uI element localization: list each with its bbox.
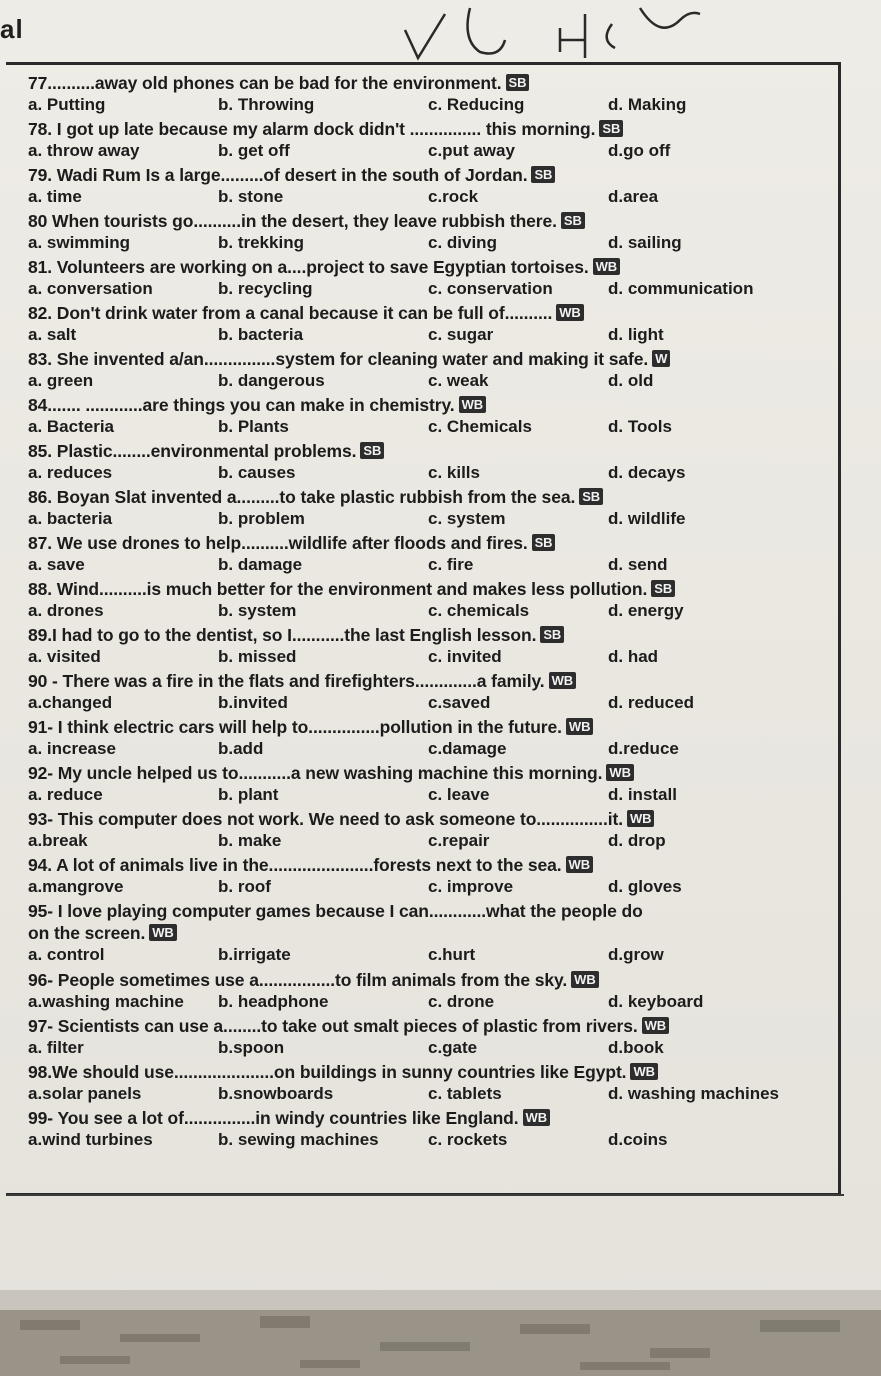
- question-text-continued: on the screen.: [28, 923, 146, 943]
- answer-option: d. communication: [608, 279, 754, 298]
- answer-options: [28, 830, 828, 852]
- answer-option: d. wildlife: [608, 509, 686, 528]
- answer-option: d. light: [608, 325, 664, 344]
- answer-option: d. Making: [608, 95, 687, 114]
- question-item: [28, 532, 828, 578]
- source-badge: WB: [642, 1017, 669, 1034]
- question-stem-continued: [28, 922, 828, 944]
- source-badge: SB: [599, 120, 623, 137]
- answer-option: c.hurt: [428, 945, 476, 964]
- answer-option: b. plant: [218, 785, 279, 804]
- answer-option: c.gate: [428, 1038, 478, 1057]
- answer-option: a. bacteria: [28, 509, 113, 528]
- source-badge: SB: [579, 488, 603, 505]
- answer-option: a. Putting: [28, 95, 106, 114]
- question-stem: [28, 486, 828, 508]
- answer-options: [28, 1037, 828, 1059]
- answer-option: c. diving: [428, 233, 497, 252]
- answer-option: b. damage: [218, 555, 303, 574]
- answer-options: [28, 784, 828, 806]
- question-item: [28, 348, 828, 394]
- answer-option: d.grow: [608, 945, 664, 964]
- answer-option: c. conservation: [428, 279, 553, 298]
- answer-options: [28, 278, 828, 300]
- question-stem: [28, 302, 828, 324]
- answer-option: c. Chemicals: [428, 417, 532, 436]
- question-stem: [28, 118, 828, 140]
- answer-option: d. drop: [608, 831, 666, 850]
- answer-option: b.spoon: [218, 1038, 285, 1057]
- question-text: 90 - There was a fire in the flats and firefighters.............a family.: [28, 671, 545, 691]
- answer-option: d. reduced: [608, 693, 694, 712]
- question-stem: [28, 1015, 828, 1037]
- question-stem: [28, 440, 828, 462]
- source-badge: WB: [556, 304, 583, 321]
- answer-options: [28, 1083, 828, 1105]
- answer-option: b. causes: [218, 463, 296, 482]
- question-stem: [28, 164, 828, 186]
- answer-option: a.mangrove: [28, 877, 124, 896]
- answer-option: b.irrigate: [218, 945, 291, 964]
- question-text: 80 When tourists go..........in the desert, they leave rubbish there.: [28, 211, 557, 231]
- source-badge: WB: [593, 258, 620, 275]
- question-item: [28, 118, 828, 164]
- answer-options: [28, 416, 828, 438]
- question-stem: [28, 394, 828, 416]
- answer-option: b.invited: [218, 693, 288, 712]
- question-stem: [28, 670, 828, 692]
- answer-option: a. swimming: [28, 233, 131, 252]
- question-item: [28, 1107, 828, 1153]
- source-badge: SB: [531, 166, 555, 183]
- answer-options: [28, 876, 828, 898]
- answer-option: c.damage: [428, 739, 507, 758]
- source-badge: WB: [523, 1109, 550, 1126]
- question-text: 81. Volunteers are working on a....project to save Egyptian tortoises.: [28, 257, 589, 277]
- question-text: 95- I love playing computer games because I can............what the people do: [28, 901, 643, 921]
- source-badge: WB: [549, 672, 576, 689]
- answer-option: a.break: [28, 831, 88, 850]
- answer-option: a. visited: [28, 647, 101, 666]
- answer-option: d. keyboard: [608, 992, 704, 1011]
- answer-options: [28, 462, 828, 484]
- answer-option: b.add: [218, 739, 264, 758]
- question-text: 79. Wadi Rum Is a large.........of desert in the south of Jordan.: [28, 165, 528, 185]
- question-text: 87. We use drones to help..........wildlife after floods and fires.: [28, 533, 528, 553]
- answer-option: d. energy: [608, 601, 684, 620]
- question-stem: [28, 1061, 828, 1083]
- handwritten-scribble: [0, 0, 881, 64]
- answer-options: [28, 232, 828, 254]
- question-text: 85. Plastic........environmental problems.: [28, 441, 357, 461]
- question-item: [28, 394, 828, 440]
- answer-option: c. improve: [428, 877, 514, 896]
- answer-option: c. chemicals: [428, 601, 530, 620]
- question-text: 96- People sometimes use a................to film animals from the sky.: [28, 970, 568, 990]
- source-badge: SB: [532, 534, 556, 551]
- question-text: 86. Boyan Slat invented a.........to take plastic rubbish from the sea.: [28, 487, 576, 507]
- answer-option: a. reduces: [28, 463, 113, 482]
- answer-option: c.saved: [428, 693, 491, 712]
- question-text: 99- You see a lot of...............in windy countries like England.: [28, 1108, 519, 1128]
- answer-options: [28, 370, 828, 392]
- question-stem: [28, 969, 828, 991]
- answer-option: a. time: [28, 187, 82, 206]
- answer-option: a. throw away: [28, 141, 140, 160]
- question-item: [28, 486, 828, 532]
- answer-option: b.snowboards: [218, 1084, 334, 1103]
- source-badge: WB: [630, 1063, 657, 1080]
- source-badge: WB: [627, 810, 654, 827]
- answer-option: a. control: [28, 945, 105, 964]
- corner-fragment-text: al: [0, 14, 24, 44]
- answer-option: a. salt: [28, 325, 77, 344]
- answer-option: b. trekking: [218, 233, 304, 252]
- answer-option: c. rockets: [428, 1130, 508, 1149]
- question-text: 94. A lot of animals live in the......................forests next to the sea.: [28, 855, 562, 875]
- source-badge: SB: [561, 212, 585, 229]
- answer-option: a.wind turbines: [28, 1130, 153, 1149]
- question-item: [28, 808, 828, 854]
- question-item: [28, 1061, 828, 1107]
- answer-option: b. headphone: [218, 992, 329, 1011]
- answer-options: [28, 600, 828, 622]
- answer-option: d. gloves: [608, 877, 682, 896]
- question-text: 88. Wind..........is much better for the environment and makes less pollution.: [28, 579, 648, 599]
- answer-option: b. recycling: [218, 279, 313, 298]
- source-badge: WB: [566, 856, 593, 873]
- question-item: [28, 256, 828, 302]
- answer-option: c.repair: [428, 831, 490, 850]
- answer-options: [28, 692, 828, 714]
- source-badge: WB: [571, 971, 598, 988]
- question-stem: [28, 348, 828, 370]
- answer-option: a. save: [28, 555, 85, 574]
- question-item: [28, 624, 828, 670]
- source-badge: SB: [540, 626, 564, 643]
- question-text: 84....... ............are things you can make in chemistry.: [28, 395, 455, 415]
- answer-option: d. washing machines: [608, 1084, 779, 1103]
- question-text: 91- I think electric cars will help to...............pollution in the future.: [28, 717, 562, 737]
- answer-option: a.washing machine: [28, 992, 184, 1011]
- answer-option: c. invited: [428, 647, 502, 666]
- answer-option: c. drone: [428, 992, 495, 1011]
- answer-option: d. had: [608, 647, 659, 666]
- answer-option: d.coins: [608, 1130, 668, 1149]
- answer-option: c. Reducing: [428, 95, 525, 114]
- answer-options: [28, 1129, 828, 1151]
- source-badge: SB: [506, 74, 530, 91]
- question-item: [28, 210, 828, 256]
- answer-option: d.go off: [608, 141, 671, 160]
- question-item: [28, 164, 828, 210]
- answer-option: a.changed: [28, 693, 113, 712]
- question-item: [28, 1015, 828, 1061]
- answer-option: b. system: [218, 601, 297, 620]
- answer-option: b. missed: [218, 647, 297, 666]
- answer-option: c. fire: [428, 555, 474, 574]
- question-item: [28, 72, 828, 118]
- answer-option: b. stone: [218, 187, 284, 206]
- answer-option: b. get off: [218, 141, 290, 160]
- answer-option: d.area: [608, 187, 659, 206]
- answer-option: a. green: [28, 371, 94, 390]
- answer-option: d. install: [608, 785, 677, 804]
- answer-option: c. tablets: [428, 1084, 502, 1103]
- question-text: 82. Don't drink water from a canal because it can be full of..........: [28, 303, 553, 323]
- question-text: 89.I had to go to the dentist, so I...........the last English lesson.: [28, 625, 537, 645]
- question-stem: [28, 808, 828, 830]
- answer-options: [28, 324, 828, 346]
- answer-options: [28, 646, 828, 668]
- answer-option: b. Plants: [218, 417, 289, 436]
- question-text: 83. She invented a/an...............system for cleaning water and making it safe.: [28, 349, 649, 369]
- answer-option: d. Tools: [608, 417, 672, 436]
- answer-option: b. make: [218, 831, 282, 850]
- answer-option: a. conversation: [28, 279, 153, 298]
- question-stem: [28, 532, 828, 554]
- question-item: [28, 900, 828, 969]
- answer-option: c. weak: [428, 371, 489, 390]
- answer-option: c.rock: [428, 187, 479, 206]
- question-stem: [28, 1107, 828, 1129]
- question-stem: [28, 578, 828, 600]
- answer-option: c. system: [428, 509, 506, 528]
- answer-option: c. leave: [428, 785, 490, 804]
- answer-option: b. Throwing: [218, 95, 315, 114]
- answer-option: a. increase: [28, 739, 116, 758]
- source-badge: WB: [566, 718, 593, 735]
- source-badge: WB: [149, 924, 176, 941]
- question-item: [28, 969, 828, 1015]
- answer-option: b. dangerous: [218, 371, 325, 390]
- question-text: 93- This computer does not work. We need to ask someone to...............it.: [28, 809, 623, 829]
- answer-option: d.reduce: [608, 739, 679, 758]
- answer-option: d. decays: [608, 463, 686, 482]
- answer-option: b. sewing machines: [218, 1130, 379, 1149]
- question-stem: [28, 854, 828, 876]
- source-badge: WB: [606, 764, 633, 781]
- question-item: [28, 302, 828, 348]
- question-text: 97- Scientists can use a........to take out smalt pieces of plastic from rivers.: [28, 1016, 638, 1036]
- source-badge: WB: [459, 396, 486, 413]
- question-text: 98.We should use.....................on buildings in sunny countries like Egypt.: [28, 1062, 627, 1082]
- question-stem: [28, 624, 828, 646]
- answer-option: d.book: [608, 1038, 664, 1057]
- answer-option: c. sugar: [428, 325, 494, 344]
- answer-option: c.put away: [428, 141, 515, 160]
- question-stem: [28, 716, 828, 738]
- answer-options: [28, 554, 828, 576]
- answer-options: [28, 944, 828, 966]
- answer-option: d. sailing: [608, 233, 682, 252]
- frame-bottom-line: [6, 1194, 844, 1196]
- question-stem: [28, 256, 828, 278]
- answer-options: [28, 186, 828, 208]
- question-item: [28, 762, 828, 808]
- source-badge: SB: [360, 442, 384, 459]
- answer-option: a.solar panels: [28, 1084, 142, 1103]
- answer-option: d. send: [608, 555, 668, 574]
- question-list: [28, 72, 828, 1153]
- answer-options: [28, 738, 828, 760]
- answer-options: [28, 94, 828, 116]
- answer-option: b. problem: [218, 509, 305, 528]
- question-item: [28, 670, 828, 716]
- answer-option: b. bacteria: [218, 325, 304, 344]
- answer-options: [28, 991, 828, 1013]
- question-text: 77..........away old phones can be bad for the environment.: [28, 73, 502, 93]
- question-stem: [28, 900, 828, 922]
- question-stem: [28, 210, 828, 232]
- question-text: 78. I got up late because my alarm dock didn't ............... this morning.: [28, 119, 596, 139]
- background-floor: [0, 1290, 881, 1376]
- question-item: [28, 854, 828, 900]
- question-item: [28, 440, 828, 486]
- answer-option: a. filter: [28, 1038, 84, 1057]
- answer-option: c. kills: [428, 463, 480, 482]
- question-stem: [28, 762, 828, 784]
- question-item: [28, 578, 828, 624]
- source-badge: W: [652, 350, 670, 367]
- answer-option: a. reduce: [28, 785, 103, 804]
- question-text: 92- My uncle helped us to...........a new washing machine this morning.: [28, 763, 603, 783]
- answer-option: d. old: [608, 371, 654, 390]
- answer-options: [28, 508, 828, 530]
- question-item: [28, 716, 828, 762]
- source-badge: SB: [651, 580, 675, 597]
- answer-option: a. Bacteria: [28, 417, 114, 436]
- answer-option: a. drones: [28, 601, 104, 620]
- question-stem: [28, 72, 828, 94]
- answer-options: [28, 140, 828, 162]
- answer-option: b. roof: [218, 877, 271, 896]
